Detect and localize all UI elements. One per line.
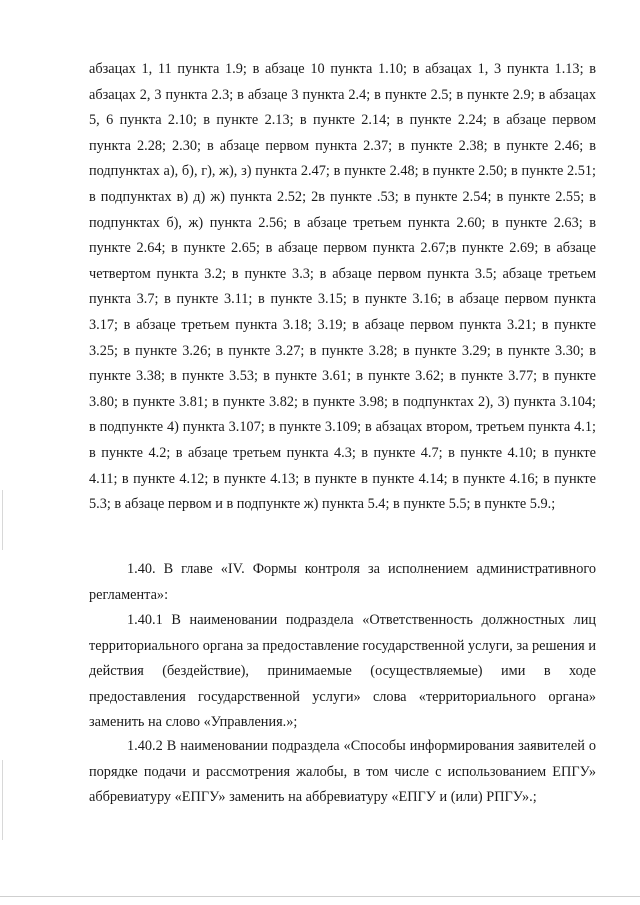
scan-edge-mark <box>2 490 3 550</box>
item-1-40-2-paragraph <box>89 734 596 811</box>
page-bottom-rule <box>0 896 640 897</box>
item-1-40-text: 1.40. В главе «IV. Формы контроля за исполнением административного регламента»: <box>89 561 596 603</box>
item-1-40-paragraph <box>89 557 596 608</box>
continuation-paragraph <box>89 57 596 518</box>
item-1-40-1-paragraph <box>89 608 596 736</box>
scan-edge-mark <box>2 760 3 840</box>
item-1-40-2-text: 1.40.2 В наименовании подраздела «Способы информирования заявителей о порядке подачи и рассмотрения жалобы, в том числе с использованием ЕПГУ» аббревиатуру «ЕПГУ» заменить на аббревиатуру «ЕПГУ и (или) РПГУ».; <box>89 738 596 806</box>
item-1-40-1-text: 1.40.1 В наименовании подраздела «Ответственность должностных лиц территориального органа за предоставление государственной услуги, за решения и действия (бездействие), принимаемые (осуществляемые) ими в ходе предоставления государственной услуги» слова «территориального органа» заменить на слово «Управления.»; <box>89 612 596 731</box>
paragraph-text: абзацах 1, 11 пункта 1.9; в абзаце 10 пункта 1.10; в абзацах 1, 3 пункта 1.13; в абзацах 2, 3 пункта 2.3; в абзаце 3 пункта 2.4; в пункте 2.5; в пункте 2.9; в абзацах 5, 6 пункта 2.10; в пункте 2.13; в пункте 2.14; в пункте 2.24; в абзаце первом пункта 2.28; 2.30; в абзаце первом пункта 2.37; в пункте 2.38; в пункте 2.46; в подпунктах а), б), г), ж), з) пункта 2.47; в пункте 2.48; в пункте 2.50; в пункте 2.51; в подпунктах в) д) ж) пункта 2.52; 2в пункте .53; в пункте 2.54; в пункте 2.55; в подпунктах б), ж) пункта 2.56; в абзаце третьем пункта 2.60; в пункте 2.63; в пункте 2.64; в пункте 2.65; в абзаце первом пункта 2.67;в пункте 2.69; в абзаце четвертом пункта 3.2; в пункте 3.3; в абзаце первом пункта 3.5; абзаце третьем пункта 3.7; в пункте 3.11; в пункте 3.15; в пункте 3.16; в абзаце первом пункта 3.17; в абзаце третьем пункта 3.18; 3.19; в абзаце первом пункта 3.21; в пункте 3.25; в пункте 3.26; в пункте 3.27; в пункте 3.28; в пункте 3.29; в пункте 3.30; в пункте 3.38; в пункте 3.53; в пункте 3.61; в пункте 3.62; в пункте 3.77; в пункте 3.80; в пункте 3.81; в пункте 3.82; в пункте 3.98; в подпунктах 2), 3) пункта 3.104; в подпункте 4) пункта 3.107; в пункте 3.109; в абзацах втором, третьем пункта 4.1; в пункте 4.2; в абзаце третьем пункта 4.3; в пункте 4.7; в пункте 4.10; в пункте 4.11; в пункте 4.12; в пункте 4.13; в пункте в пункте 4.14; в пункте 4.16; в пункте 5.3; в абзаце первом и в подпункте ж) пункта 5.4; в пункте 5.5; в пункте 5.9.; <box>89 61 596 513</box>
